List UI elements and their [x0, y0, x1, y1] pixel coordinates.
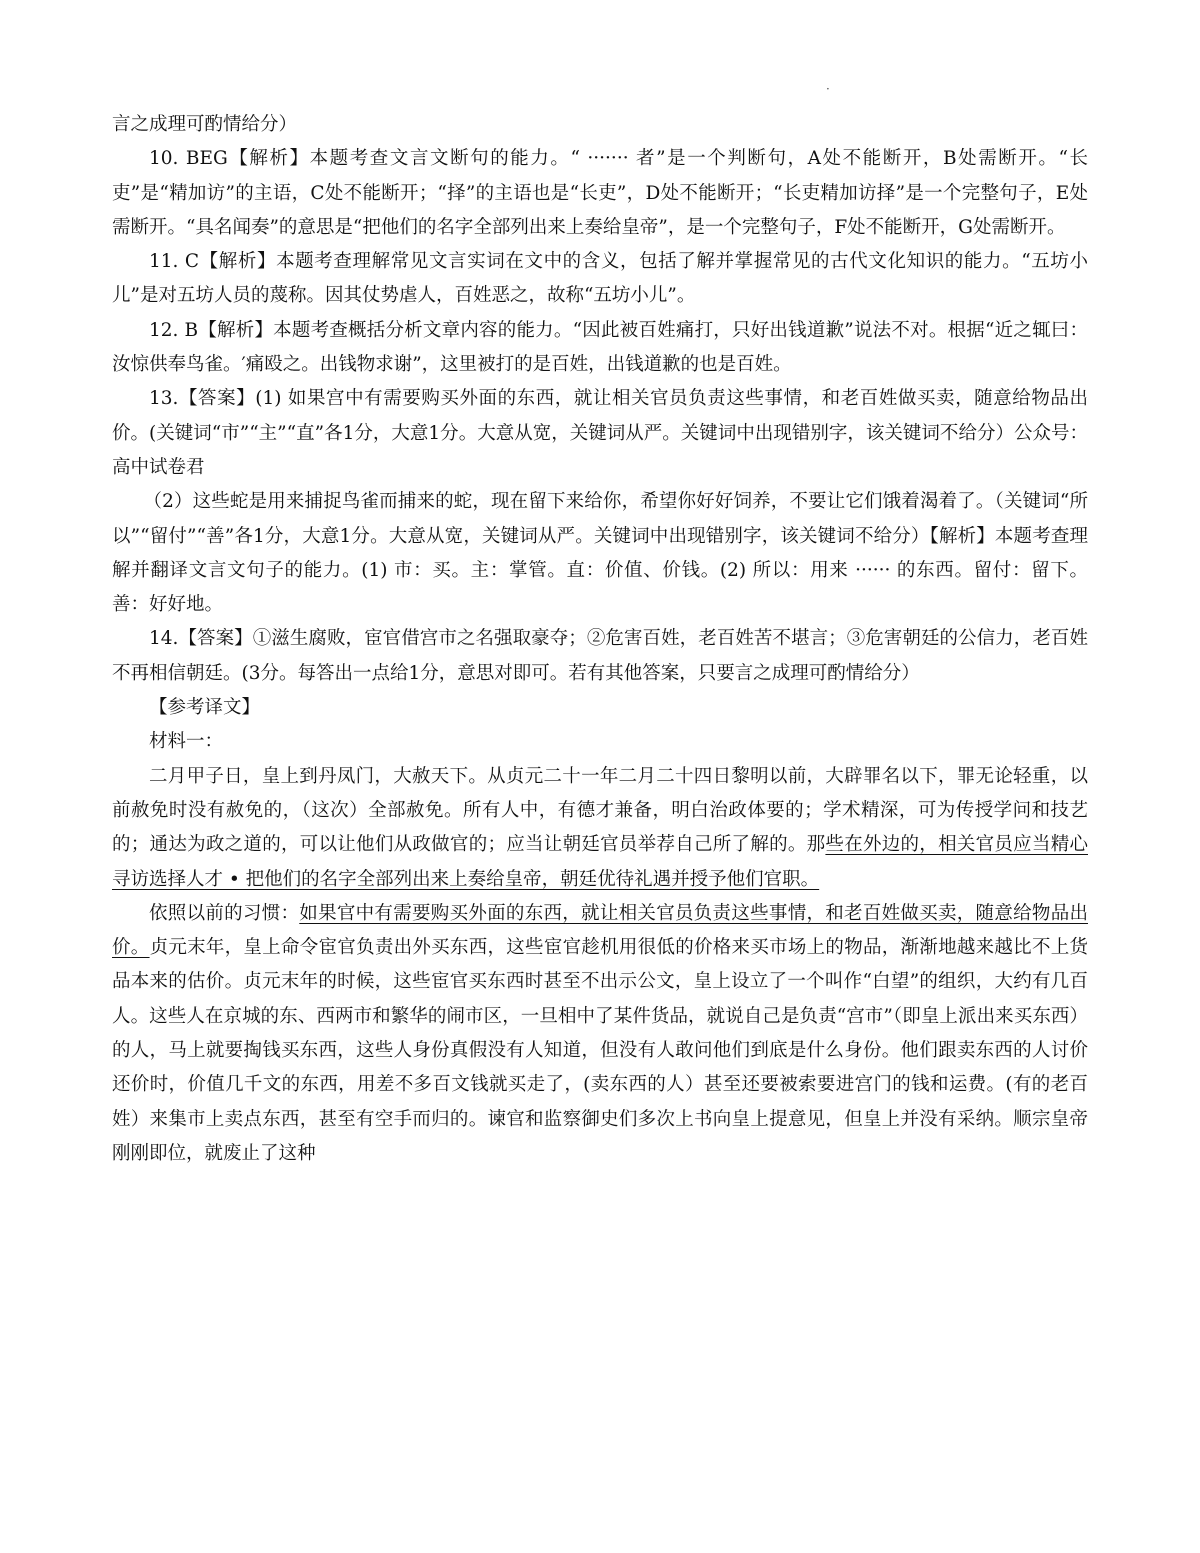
document-body [112, 108, 1088, 1171]
page-mark: · [826, 82, 830, 96]
translation-1-text: 二月甲子日，皇上到丹凤门，大赦天下。从贞元二十一年二月二十四日黎明以前，大辟罪名以下，罪无论轻重，以前赦免时没有赦免的，（这次）全部赦免。所有人中，有德才兼备，明白治政体要的；学术精深，可为传授学问和技艺的；通达为政之道的，可以让他们从政做官的；应当让朝廷官员举荐自己所了解的。那 [112, 765, 1088, 856]
reference-translation-heading: 【参考译文】 [149, 697, 261, 719]
material-one-label: 材料一： [149, 731, 224, 753]
paragraph-q13-part2: （2）这些蛇是用来捕捉鸟雀而捕来的蛇，现在留下来给你，希望你好好饲养，不要让它们饿着渴着了。（关键词“所以”“留付”“善”各1分，大意1分。大意从宽，关键词从严。关键词中出现错别字，该关键词不给分）【解析】本题考查理解并翻译文言文句子的能力。(1) 市：买。主：掌管。直：价值、价钱。(2) 所以：用来 ······ 的东西。留付：留下。善：好好地。 [112, 491, 1088, 616]
translation-2-rest: 贞元末年，皇上命令宦官负责出外买东西，这些宦官趁机用很低的价格来买市场上的物品，渐渐地越来越比不上货品本来的估价。贞元末年的时候，这些宦官买东西时甚至不出示公文，皇上设立了一个叫作“白望”的组织，大约有几百人。这些人在京城的东、西两市和繁华的闹市区，一旦相中了某件货品，就说自己是负责“宫市”（即皇上派出来买东西）的人，马上就要掏钱买东西，这些人身份真假没有人知道，但没有人敢问他们到底是什么身份。他们跟卖东西的人讨价还价时，价值几千文的东西，用差不多百文钱就买走了，(卖东西的人）甚至还要被索要进宫门的钱和运费。(有的老百姓）来集市上卖点东西，甚至有空手而归的。谏官和监察御史们多次上书向皇上提意见，但皇上并没有采纳。顺宗皇帝刚刚即位，就废止了这种 [112, 937, 1088, 1164]
translation-2-underlined: 如果官中有需要购买外面的东西，就让相关官员负责这些事情，和老百姓做买卖，随意给物品出价。 [112, 902, 1088, 959]
paragraph-q11: 11. C【解析】本题考查理解常见文言实词在文中的含义，包括了解并掌握常见的古代文化知识的能力。“五坊小儿”是对五坊人员的蔑称。因其仗势虐人，百姓恶之，故称“五坊小儿”。 [112, 251, 1088, 307]
paragraph-q13: 13.【答案】(1) 如果宫中有需要购买外面的东西，就让相关官员负责这些事情，和老百姓做买卖，随意给物品出价。(关键词“市”“主”“直”各1分，大意1分。大意从宽，关键词从严。关键词中出现错别字，该关键词不给分）公众号：高中试卷君 [112, 388, 1088, 478]
paragraph-q14: 14.【答案】①滋生腐败，宦官借宫市之名强取豪夺；②危害百姓，老百姓苦不堪言；③危害朝廷的公信力，老百姓不再相信朝廷。(3分。每答出一点给1分，意思对即可。若有其他答案，只要言之成理可酌情给分） [112, 628, 1088, 684]
translation-paragraph-2 [112, 897, 1088, 1171]
translation-2-lead: 依照以前的习惯： [149, 902, 300, 924]
translation-paragraph-1 [112, 760, 1088, 897]
paragraph-q10: 10. BEG【解析】本题考查文言文断句的能力。“ ······· 者”是一个判断句，A处不能断开，B处需断开。“长吏”是“精加访”的主语，C处不能断开；“择”的主语也是“长吏”，D处不能断开；“长吏精加访择”是一个完整句子，E处需断开。“具名闻奏”的意思是“把他们的名字全部列出来上奏给皇帝”，是一个完整句子，F处不能断开，G处需断开。 [112, 148, 1088, 238]
translation-1-underlined: 些在外边的，相关官员应当精心寻访选择人才 • 把他们的名字全部列出来上奏给皇帝，朝廷优待礼遇并授予他们官职。 [112, 834, 1088, 890]
paragraph-continuation: 言之成理可酌情给分） [112, 114, 298, 135]
paragraph-q12: 12. B【解析】本题考查概括分析文章内容的能力。“因此被百姓痛打，只好出钱道歉”说法不对。根据“近之辄曰：汝惊供奉鸟雀。′痛殴之。出钱物求谢”，这里被打的是百姓，出钱道歉的也是百姓。 [112, 319, 1088, 376]
